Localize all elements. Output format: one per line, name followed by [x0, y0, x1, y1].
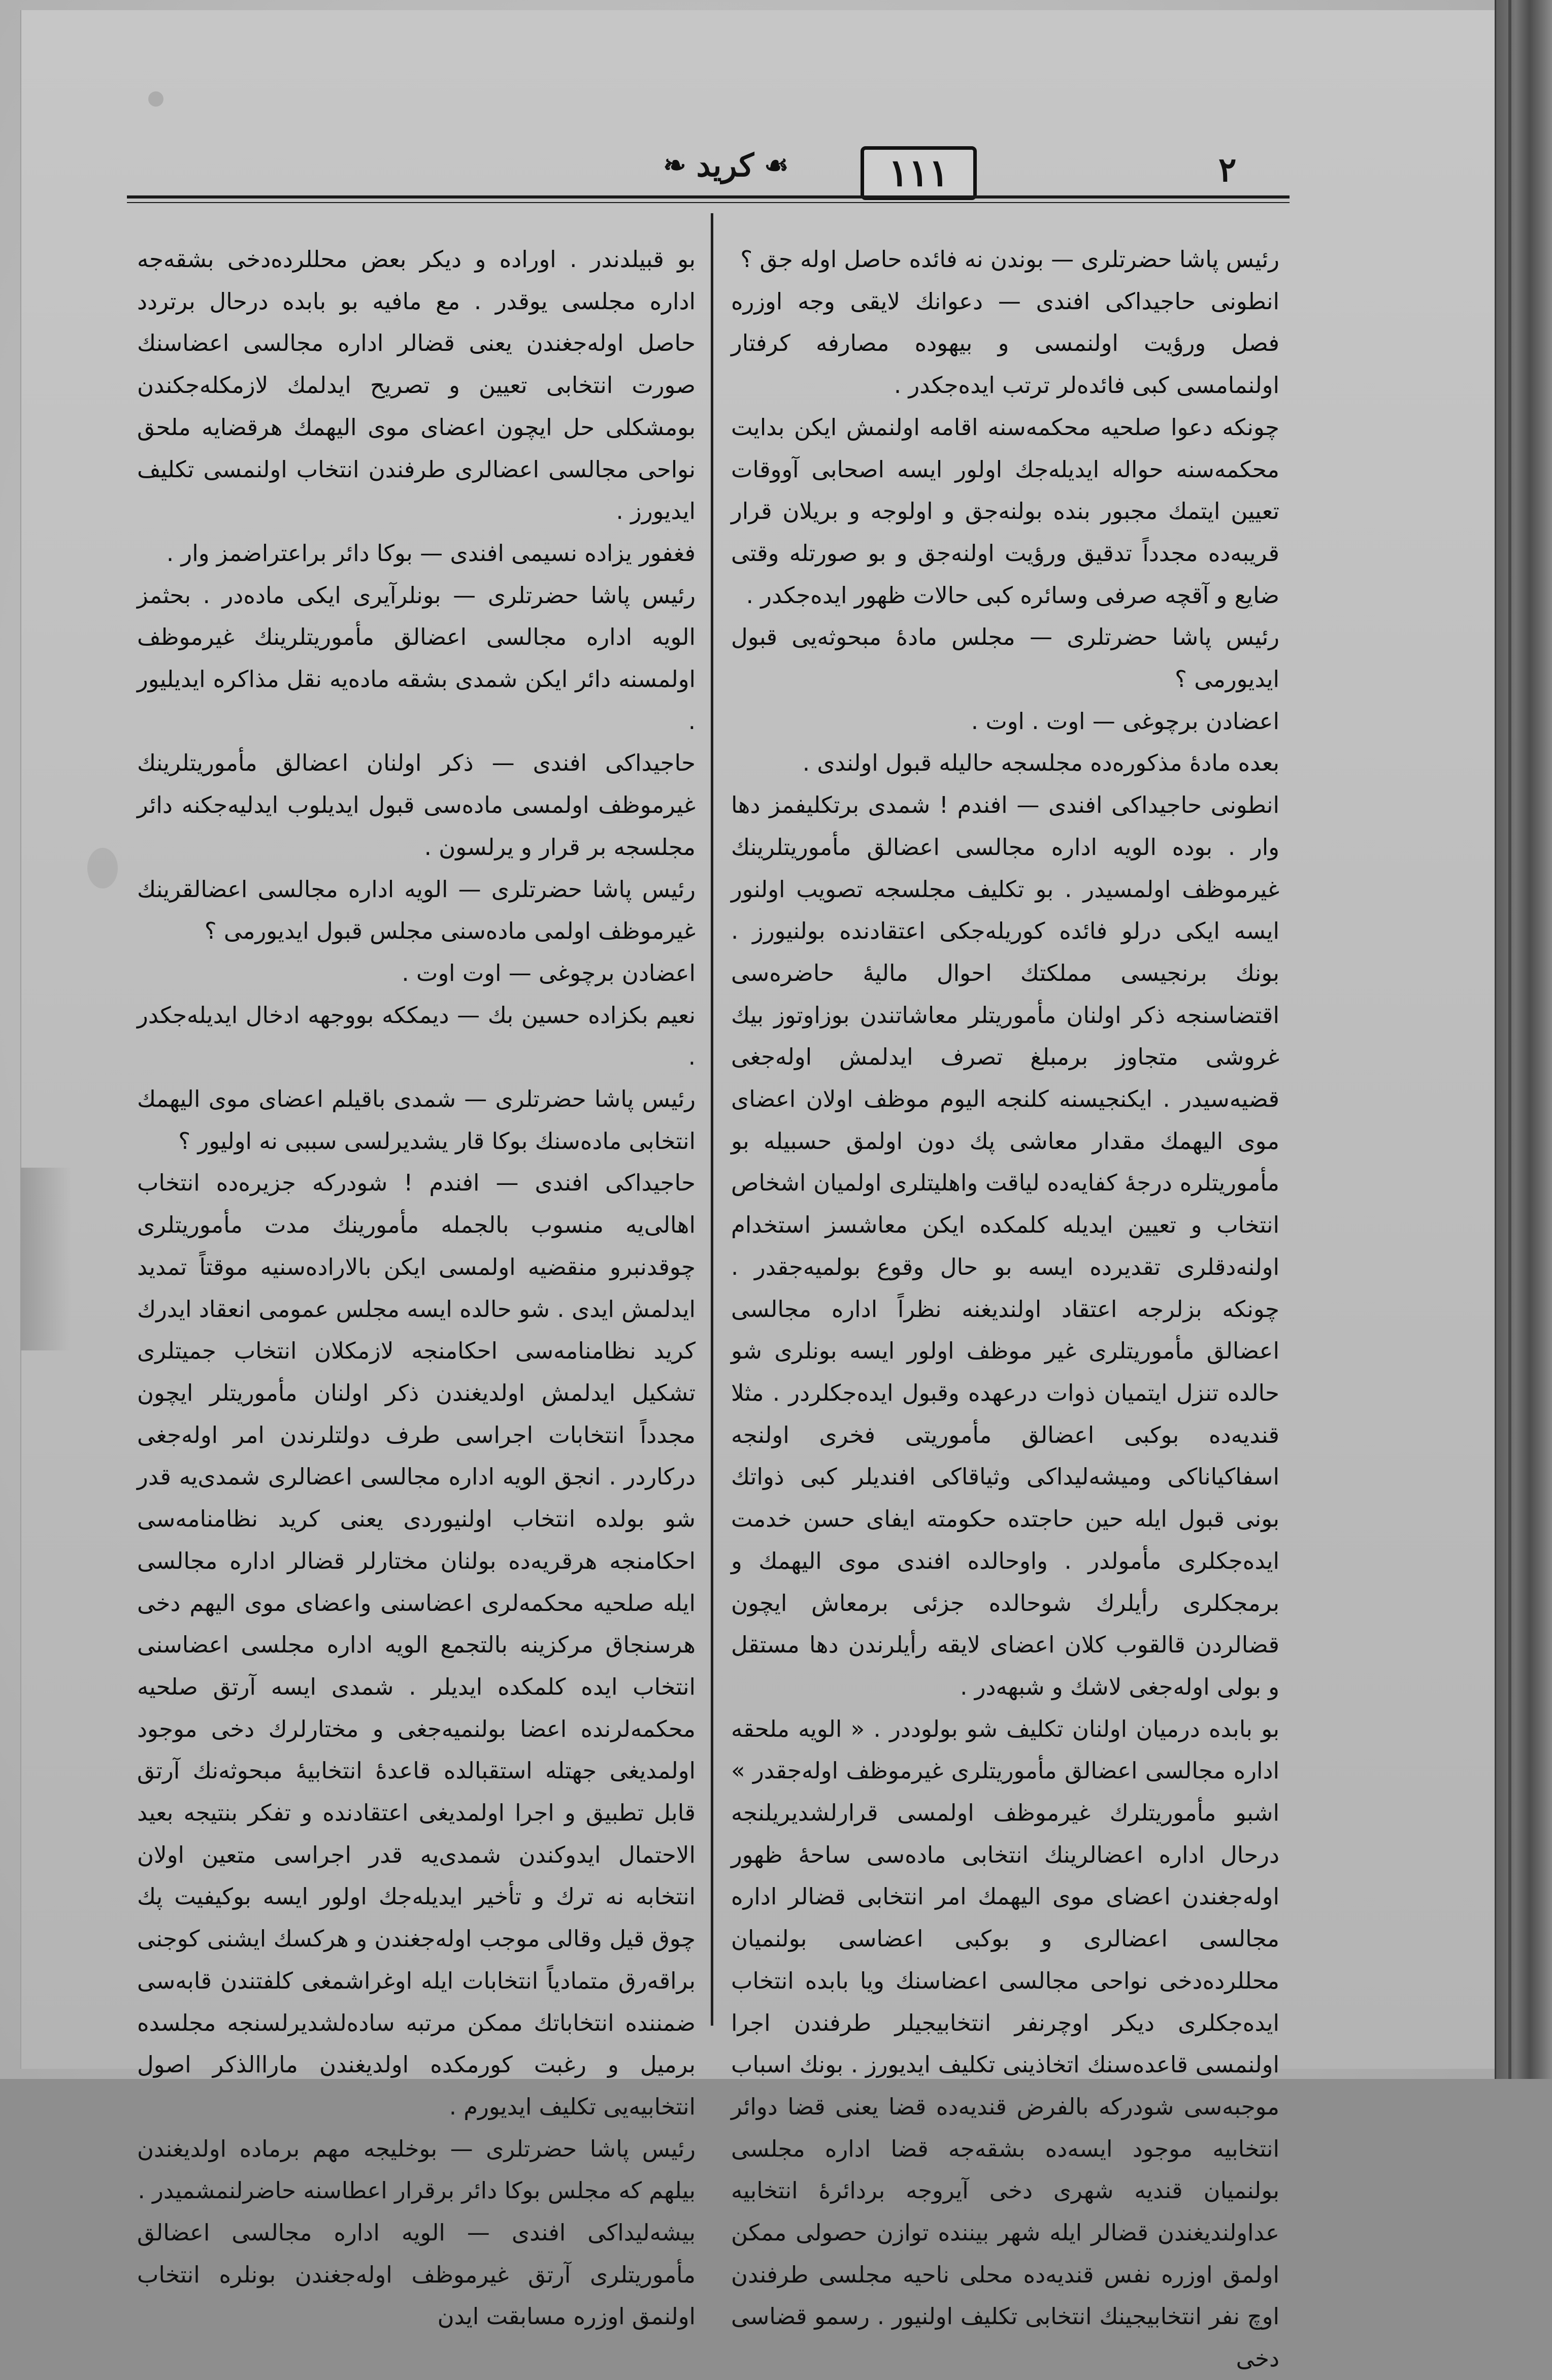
left-column	[137, 239, 696, 2338]
paragraph: رئیس پاشا حضرتلری — بوندن نه فائده حاصل اوله جق ؟	[740, 246, 1279, 273]
masthead-title: کرید	[696, 146, 754, 184]
torn-edge	[20, 1168, 71, 1350]
paragraph: بیشه‌لیداکی افندی — الویه اداره مجالسی اعضالق مأموریتلری آرتق غیرموظف اوله‌جغندن بونلره انتخاب اولنمق اوزره مسابقت ایدن	[137, 2219, 696, 2330]
paragraph: بو قبیلدندر . اوراده و دیکر بعض محللرده‌دخی بشقه‌جه اداره مجلسی یوقدر . مع مافیه بو بابده درحال برتردد حاصل اوله‌جغندن یعنی قضالر اداره مجالسی اعضاسنك صورت انتخابی تعیین و تصریح ایدلمك لازمکله‌جکندن بومشکلی حل ایچون اعضای موی الیهمك هرقضایه ملحق نواحی مجالسی اعضالری طرفندن انتخاب اولنمسی تکلیف ایدیورز .	[137, 246, 696, 525]
paragraph: رئیس پاشا حضرتلری — مجلس مادهٔ مبحوثه‌یی قبول ایدیورمی ؟	[731, 623, 1279, 693]
paragraph: رئیس پاشا حضرتلری — بوخلیجه مهم برماده اولدیغندن بیلهم که مجلس بوکا دائر برقرار اعطاسنه حاضرلنمشمیدر .	[137, 2135, 696, 2204]
header-rule-thin	[127, 202, 1290, 203]
header-rule	[127, 195, 1290, 199]
paragraph: چونکه دعوا صلحیه محکمه‌سنه اقامه اولنمش ایکن بدایت محکمه‌سنه حواله ایدیله‌جك اولور ایسه اصحابی آووقات تعیین ایتمك مجبور بنده بولنه‌جق و اولوجه و بریلان قرار قریبه‌ده مجدداً تدقیق ورؤیت اولنه‌جق و بو صورتله وقتی ضایع و آقچه صرفی وسائره کبی حالات ظهور ایده‌جکدر .	[731, 413, 1279, 609]
paragraph: بو بابده درمیان اولنان تکلیف شو بولوددر . « الویه ملحقه اداره مجالسی اعضالق مأموریتلری غیرموظف اوله‌جقدر » اشبو مأموریتلرك غیرموظف اولمسی قرارلشدیریلنجه درحال اداره اعضالرینك انتخابی ماده‌سی ساحهٔ ظهور اوله‌جغندن اعضای موی الیهمك امر انتخابی قضالر اداره مجالسی اعضالری و بوکبی اعضاسی بولنمیان محللرده‌دخی نواحی مجالسی اعضاسنك ویا بابده انتخاب ایده‌جکلری دیکر اوچرنفر انتخابیجیلر طرفندن اجرا اولنمسی قاعده‌سنك اتخاذینی تکلیف ایدیورز . بونك اسباب موجبه‌سی شودرکه بالفرض قندیه‌ده قضا یعنی قضا دوائر انتخابیه موجود ایسه‌ده بشقه‌جه قضا اداره مجلسی بولنمیان قندیه شهری دخی آیروجه بردائرهٔ انتخابیه عداولندیغندن قضالر ایله شهر بیننده توازن حصولی ممکن اولمق اوزره نفس قندیه‌ده محلی ناحیه مجلسی طرفندن اوچ نفر انتخابیجینك انتخابی تکلیف اولنیور . رسمو قضاسی دخی	[731, 1715, 1279, 2372]
paragraph: حاجیداکی افندی — افندم ! شودرکه جزیره‌ده انتخاب اهالی‌یه منسوب بالجمله مأمورینك مدت مأموریتلری چوقدنبرو منقضیه اولمسی ایکن بالاراده‌سنیه موقتاً تمدید ایدلمش ایدی . شو حالده ایسه مجلس عمومی انعقاد ایدرك کرید نظامنامه‌سی احکامنجه لازمکلان انتخاب جمیتلری تشکیل ایدلمش اولدیغندن ذکر اولنان مأموریتلر ایچون مجدداً انتخابات اجراسی طرف دولتلرندن امر اوله‌جغی درکاردر . انجق الویه اداره مجالسی اعضالری شمدی‌یه قدر شو بولده انتخاب اولنیوردی یعنی کرید نظامنامه‌سی احکامنجه هرقریه‌ده بولنان مختارلر قضالر اداره مجالسی ایله صلحیه محکمه‌لری اعضاسنی واعضای موی الیهم دخی هرسنجاق مرکزینه بالتجمع الویه اداره مجلسی اعضاسنی انتخاب ایده کلمکده ایدیلر . شمدی ایسه آرتق صلحیه محکمه‌لرنده اعضا بولنمیه‌جغی و مختارلرك دخی موجود اولمدیغی جهتله استقبالده قاعدهٔ انتخابیهٔ مبحوثه‌نك آرتق قابل تطبیق و اجرا اولمدیغی اعتقادنده و تفکر بنتیجه بعید الاحتمال ایدوکندن شمدی‌یه قدر اجراسی متعین اولان انتخابه نه ترك و تأخیر ایدیله‌جك اولور ایسه بوکیفیت پك چوق قیل وقالی موجب اوله‌جغندن و هرکسك ایشنی کوجنی براقه‌رق متمادیاً انتخابات ایله اوغراشمغی کلفتندن قابه‌سی ضمننده انتخاباتك ممکن مرتبه ساده‌لشدیرلسنجه مجلسده برمیل و رغبت کورمکده اولدیغندن ماراالذکر اصول انتخابیه‌یی تکلیف ایدیورم .	[137, 1169, 696, 2120]
paragraph: نعیم بکزاده حسین بك — دیمککه بووجهه ادخال ایدیله‌جکدر .	[137, 1001, 696, 1071]
paragraph: رئیس پاشا حضرتلری — بونلرآیری ایکی ماده‌در . بحثمز الویه اداره مجالسی اعضالق مأموریتلرینك غیرموظف اولمسنه دائر ایکن شمدی بشقه ماده‌یه نقل مذاکره ایدیلیور .	[137, 581, 696, 735]
paragraph: انطونی حاجیداکی افندی — افندم ! شمدی برتکلیفمز دها وار . بوده الویه اداره مجالسی اعضالق مأموریتلرینك غیرموظف اولمسیدر . بو تکلیف مجلسجه تصویب اولنور ایسه ایکی درلو فائده کوریله‌جکی اعتقادنده بولنیورز . بونك برنجیسی مملکتك احوال مالیهٔ حاضره‌سی اقتضاسنجه ذکر اولنان مأموریتلر معاشاتندن بوزاوتوز بیك غروشی متجاوز برمبلغ تصرف ایدلمش اوله‌جغی قضیه‌سیدر . ایکنجیسنه کلنجه الیوم موظف اولان اعضای موی الیهمك مقدار معاشی پك دون اولمق حسبیله بو مأموریتلره درجهٔ کفایه‌ده لیاقت واهلیتلری اولمیان اشخاص انتخاب و تعیین ایدیله کلمکده ایکن معاشسز استخدام اولنه‌دقلری تقدیرده ایسه بو حال وقوع بولمیه‌جقدر . چونکه بزلرجه اعتقاد اولندیغنه نظراً اداره مجالسی اعضالق مأموریتلری غیر موظف اولور ایسه بونلری شو حالده تنزل ایتمیان ذوات درعهده وقبول ایده‌جکلردر . مثلا قندیه‌ده بوکبی اعضالق مأموریتی فخری اولنجه اسفاکیاناکی ومیشه‌لیداکی وثیاقاکی افندیلر کبی ذواتك بونی قبول ایله حین حاجتده حکومته ایفای حسن خدمت ایده‌جکلری مأمولدر . واوحالده افندی موی الیهمك و برمجکلری رأیلرك شوحالده جزئی برمعاش ایچون قضالردن قالقوب کلان اعضای لایقه رأیلرندن دها مستقل و بولی اوله‌جغی لاشك و شبهه‌در .	[731, 791, 1279, 1700]
book-binding	[1495, 0, 1552, 2079]
masthead	[624, 145, 828, 185]
paragraph: رئیس پاشا حضرتلری — شمدی باقیلم اعضای موی الیهمك انتخابی ماده‌سنك بوکا قار یشدیرلسی سببی نه اولیور ؟	[137, 1085, 696, 1154]
page-number: ١١١	[861, 146, 977, 200]
right-column	[731, 239, 1279, 2380]
column-divider	[711, 213, 713, 2026]
paragraph: اعضادن برچوغی — اوت . اوت .	[971, 707, 1279, 735]
paragraph: فغفور یزاده نسیمی افندی — بوکا دائر براعتراضمز وار .	[166, 539, 696, 567]
paragraph: بعده مادهٔ مذکوره‌ده مجلسجه حالیله قبول اولندی .	[802, 749, 1279, 777]
paragraph: رئیس پاشا حضرتلری — الویه اداره مجالسی اعضالقرینك غیرموظف اولمی ماده‌سنی مجلس قبول ایدیورمی ؟	[137, 875, 696, 945]
page-stain	[148, 91, 163, 107]
paragraph: اعضادن برچوغی — اوت اوت .	[402, 959, 696, 986]
ornament-icon: ☙	[764, 149, 789, 181]
paragraph: حاجیداکی افندی — ذکر اولنان اعضالق مأموریتلرینك غیرموظف اولمسی ماده‌سی قبول ایدیلوب ایدلیه‌جکنه دائر مجلسجه بر قرار و یرلسون .	[137, 749, 696, 861]
issue-number: ٢	[1218, 150, 1237, 189]
page-stain	[87, 848, 118, 888]
ornament-icon: ❧	[663, 149, 686, 181]
paragraph: انطونی حاجیداکی افندی — دعوانك لایقی وجه اوزره فصل ورؤیت اولنمسی و بیهوده مصارفه کرفتار اولنمامسی کبی فائده‌لر ترتب ایده‌جکدر .	[731, 287, 1279, 399]
